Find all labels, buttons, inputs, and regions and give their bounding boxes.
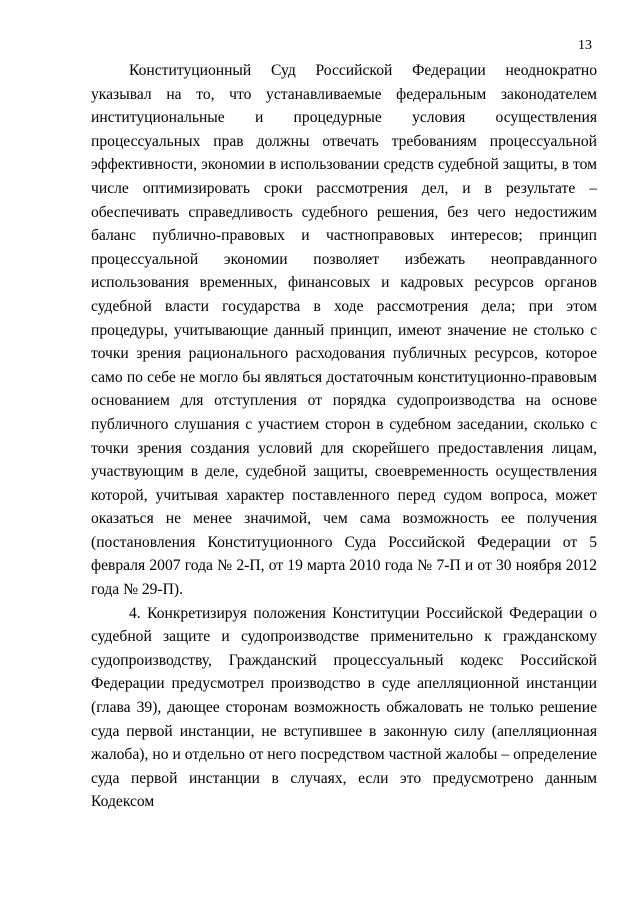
page-number: 13 (578, 38, 592, 53)
paragraph-constitutional-court-position: Конституционный Суд Российской Федерации неоднократно указывал на то, что устанавливаемые федеральным законодателем институциональные и процедурные условия осуществления процессуальных прав должны отвечать требованиям процессуальной эффективности, экономии в использовании средств судебной защиты, в том числе оптимизировать сроки рассмотрения дел, и в результате – обеспечивать справедливость судебного решения, без чего недостижим баланс публично-правовых и частноправовых интересов; принцип процессуальной экономии позволяет избежать неоправданного использования временных, финансовых и кадровых ресурсов органов судебной власти государства в ходе рассмотрения дела; при этом процедуры, учитывающие данный принцип, имеют значение не столько с точки зрения рационального расходования публичных ресурсов, которое само по себе не могло бы являться достаточным конституционно-правовым основанием для отступления от порядка судопроизводства на основе публичного слушания с участием сторон в судебном заседании, сколько с точки зрения создания условий для скорейшего предоставления лицам, участвующим в деле, судебной защиты, своевременность осуществления которой, учитывая характер поставленного перед судом вопроса, может оказаться не менее значимой, чем сама возможность ее получения (постановления Конституционного Суда Российской Федерации от 5 февраля 2007 года № 2-П, от 19 марта 2010 года № 7-П и от 30 ноября 2012 года № 29-П). (91, 62, 597, 599)
document-body (91, 59, 597, 814)
paragraph-4-civil-procedure-code: 4. Конкретизируя положения Конституции Российской Федерации о судебной защите и судопроизводстве применительно к гражданскому судопроизводству, Гражданский процессуальный кодекс Российской Федерации предусмотрел производство в суде апелляционной инстанции (глава 39), дающее сторонам возможность обжаловать не только решение суда первой инстанции, не вступившее в законную силу (апелляционная жалоба), но и отдельно от него посредством частной жалобы – определение суда первой инстанции в случаях, если это предусмотрено данным Кодексом (91, 604, 597, 811)
